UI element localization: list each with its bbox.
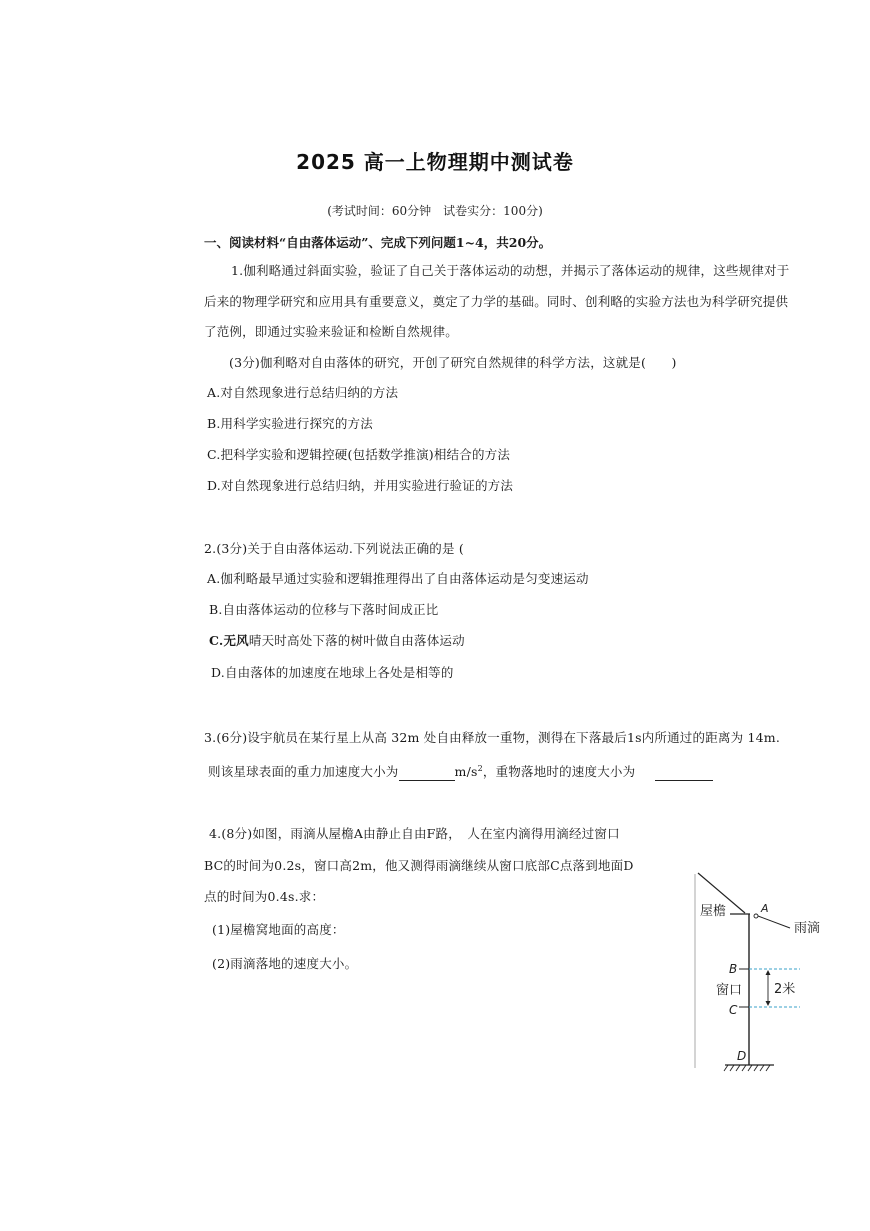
raindrop-pointer-line <box>758 916 790 928</box>
height-arrow-up <box>766 970 771 975</box>
q3-blank-gravity[interactable] <box>399 766 455 781</box>
label-height: 2米 <box>774 982 796 997</box>
q1-option-d: D.对自然现象进行总结归纳，并用实验进行验证的方法 <box>207 478 514 493</box>
q2-option-c <box>209 632 465 650</box>
q3-unit: m/s <box>454 764 478 780</box>
label-window: 窗口 <box>716 983 743 998</box>
q4-line-2: BC的时间为0.2s，窗口高2m，他又测得雨滴继续从窗口底部C点落到地面D <box>204 858 634 873</box>
q4-line-3: 点的时间为0.4s.求： <box>204 889 325 904</box>
q3-line-1: 3.(6分)设宇航员在某行星上从高 32m 处自由释放一重物，测得在下落最后1s内所通过的距离为 14m. <box>204 730 781 745</box>
raindrop-a-point <box>754 914 758 918</box>
q2-option-c-rest: 晴天时高处下落的树叶做自由落体运动 <box>248 633 465 648</box>
q3-line-2 <box>208 760 713 781</box>
q2-option-b: B.自由落体运动的位移与下落时间成正比 <box>209 602 439 617</box>
q1-material-line-2: 后来的物理学研究和应用具有重要意义，奠定了力学的基础。同时、创利略的实验方法也为科学研究提供 <box>204 294 789 309</box>
section-heading: 一、阅读材料“自由落体运动”、完成下列问题1~4，共20分。 <box>204 235 552 250</box>
label-b: B <box>729 962 738 976</box>
height-arrow-down <box>766 1001 771 1006</box>
label-c: C <box>729 1003 738 1017</box>
label-raindrop: 雨滴 <box>794 921 821 936</box>
label-d: D <box>737 1049 747 1063</box>
q4-sub-2: (2)雨滴落地的速度大小。 <box>212 956 358 971</box>
q1-material-line-1: 1.伽利略通过斜面实验，验证了自己关于落体运动的动想，并揭示了落体运动的规律，这些规律对于 <box>231 263 790 278</box>
label-eave: 屋檐 <box>700 904 727 919</box>
exam-subtitle: (考试时间：60分钟 试卷实分：100分) <box>327 204 543 218</box>
ground-hatch <box>724 1065 770 1071</box>
q2-option-c-bold: C.无风 <box>209 633 249 648</box>
q3-line-2-start: 则该星球表面的重力加速度大小为 <box>208 764 399 780</box>
q2-option-a: A.伽利略最早通过实验和逻辑推理得出了自由落体运动是匀变速运动 <box>207 571 589 586</box>
q1-option-c: C.把科学实验和逻辑控硬(包括数学推演)相结合的方法 <box>207 447 511 462</box>
q3-unit-exp: 2 <box>477 764 483 773</box>
raindrop-window-diagram <box>690 868 840 1073</box>
q4-line-1: 4.(8分)如图，雨滴从屋檐A由静止自由F路， 人在室内滴得用滴经过窗口 <box>209 826 620 841</box>
q1-option-b: B.用科学实验进行探究的方法 <box>207 416 373 431</box>
label-a: A <box>761 902 769 915</box>
q1-material-line-3: 了范例，即通过实验来验证和检断自然规律。 <box>204 324 459 339</box>
q4-sub-1: (1)屋檐窝地面的高度： <box>212 922 345 937</box>
q3-line-2-end: ，重物落地时的速度大小为 <box>482 764 636 780</box>
q2-stem: 2.(3分)关于自由落体运动.下列说法正确的是 ( <box>204 541 464 556</box>
q3-blank-velocity[interactable] <box>655 766 713 781</box>
q1-stem: (3分)伽利略对自由落体的研究，开创了研究自然规律的科学方法，这就是( ) <box>229 355 677 370</box>
q1-option-a: A.对自然现象进行总结归纳的方法 <box>207 385 399 400</box>
exam-title: 2025 高一上物理期中测试卷 <box>296 150 574 174</box>
q2-option-d: D.自由落体的加速度在地球上各处是相等的 <box>211 665 454 680</box>
